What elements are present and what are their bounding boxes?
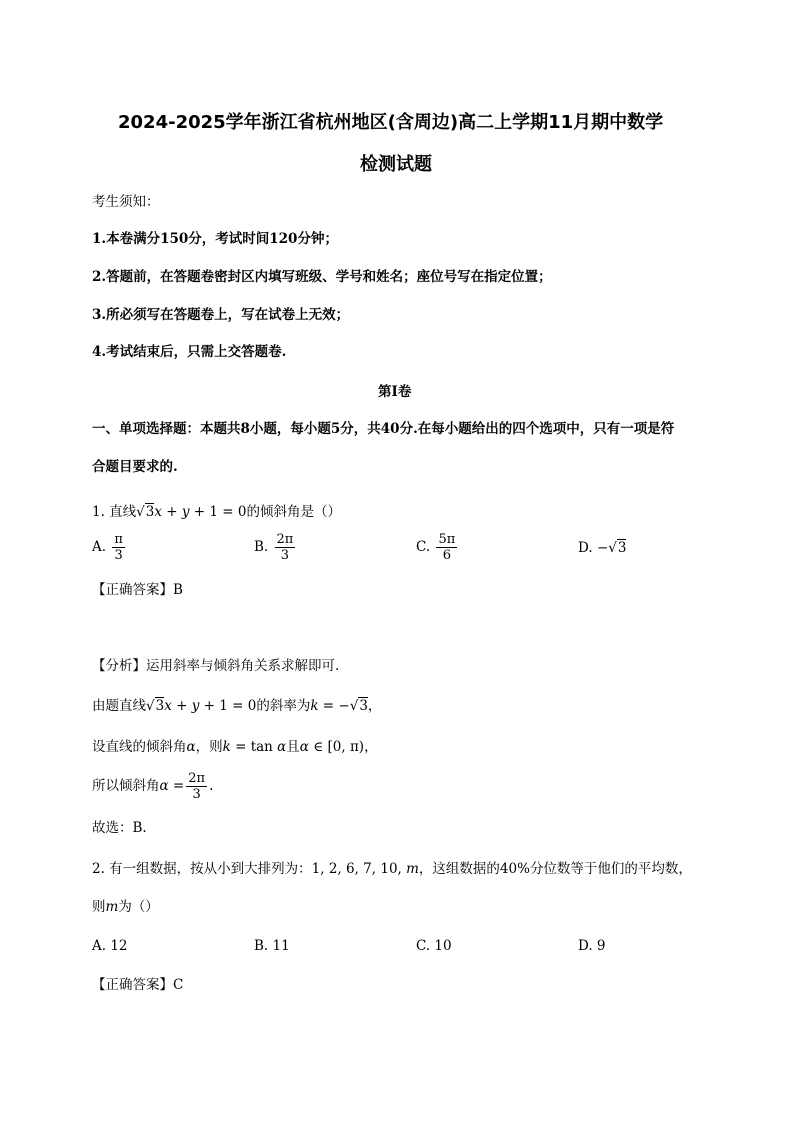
notice-item-2: 2.答题前，在答题卷密封区内填写班级、学号和姓名；座位号写在指定位置； <box>92 269 552 285</box>
notice-item-4: 4.考试结束后，只需上交答题卷. <box>92 344 287 360</box>
analysis-label: 【分析】 <box>92 658 146 674</box>
q1-range-expression: α ∈ [0, π) <box>299 739 365 755</box>
q1-analysis <box>92 657 339 675</box>
volume-heading: 第I卷 <box>378 384 412 400</box>
q1-equation: √3x + y + 1 = 0 <box>136 504 247 520</box>
step-text: ， <box>367 698 382 714</box>
q2-option-b: B. 11 <box>254 938 290 954</box>
section1-instructions-line1: 一、单项选择题：本题共8小题，每小题5分，共40分.在每小题给出的四个选项中，只有一项是符 <box>92 421 675 437</box>
option-d-value: −√3 <box>596 540 627 556</box>
option-label: B. <box>254 539 269 555</box>
step-text: 所以倾斜角 <box>92 778 160 794</box>
q2-option-a: A. 12 <box>92 938 128 954</box>
alpha-symbol: α = <box>159 778 185 794</box>
step-text: 2. 有一组数据，按从小到大排列为： <box>92 861 312 877</box>
q1-stem-suffix: 的倾斜角是（） <box>246 504 341 520</box>
notice-item-3: 3.所必须写在答题卷上，写在试卷上无效； <box>92 307 350 323</box>
section1-instructions-line2: 合题目要求的. <box>92 459 178 475</box>
step-text: ，这组数据的 <box>418 861 500 877</box>
page-title-line2: 检测试题 <box>360 154 432 175</box>
q2-stem-line2 <box>92 898 159 916</box>
page-title-line1: 2024-2025学年浙江省杭州地区(含周边)高二上学期11月期中数学 <box>118 112 664 133</box>
alpha-symbol: α <box>186 739 196 755</box>
q1-option-a <box>92 532 127 563</box>
fraction: $\frac{5\pi}{6}$ <box>438 532 456 563</box>
q1-tan-expression: k = tan α <box>222 739 287 755</box>
q1-answer: 【正确答案】B <box>92 582 183 598</box>
q1-step1 <box>92 697 381 715</box>
fraction: $\frac{\pi}{3}$ <box>114 532 123 563</box>
step-text: . <box>209 778 214 794</box>
q2-stem-line1 <box>92 860 692 878</box>
q1-slope-expression: k = −√3 <box>310 698 368 714</box>
step-text: 且 <box>286 739 300 755</box>
fraction: $\frac{2\pi}{3}$ <box>188 771 206 802</box>
fraction: $\frac{2\pi}{3}$ <box>276 532 294 563</box>
option-label: A. <box>92 539 107 555</box>
q1-option-d <box>578 540 626 556</box>
m-variable: m <box>105 899 119 915</box>
q1-stem <box>92 503 341 521</box>
q2-option-c: C. 10 <box>416 938 452 954</box>
q1-step3 <box>92 771 213 802</box>
step-text: ，则 <box>195 739 223 755</box>
q1-stem-prefix: 1. 直线 <box>92 504 137 520</box>
q2-option-d: D. 9 <box>578 938 606 954</box>
q2-percent: 40% <box>499 861 530 877</box>
step-text: 分位数等于他们的平均数， <box>529 861 692 877</box>
q2-data-list: 1, 2, 6, 7, 10, <box>311 861 402 877</box>
q2-answer: 【正确答案】C <box>92 977 184 993</box>
m-variable: m <box>401 861 419 877</box>
notice-item-1: 1.本卷满分150分，考试时间120分钟； <box>92 231 338 247</box>
step-text: 的斜率为 <box>256 698 311 714</box>
step-text: 设直线的倾斜角 <box>92 739 187 755</box>
q1-option-c <box>416 532 459 563</box>
notice-heading: 考生须知： <box>92 194 160 210</box>
option-label: C. <box>416 539 431 555</box>
step-text: 为（） <box>118 899 159 915</box>
step-text: ， <box>364 739 378 755</box>
q1-step1-equation: √3x + y + 1 = 0 <box>146 698 257 714</box>
step-text: 则 <box>92 899 106 915</box>
q1-step2 <box>92 738 378 756</box>
q1-option-b <box>254 532 297 563</box>
q1-conclusion: 故选：B. <box>92 820 147 836</box>
analysis-text: 运用斜率与倾斜角关系求解即可. <box>146 658 340 674</box>
step-text: 由题直线 <box>92 698 146 714</box>
option-label: D. <box>578 540 593 556</box>
